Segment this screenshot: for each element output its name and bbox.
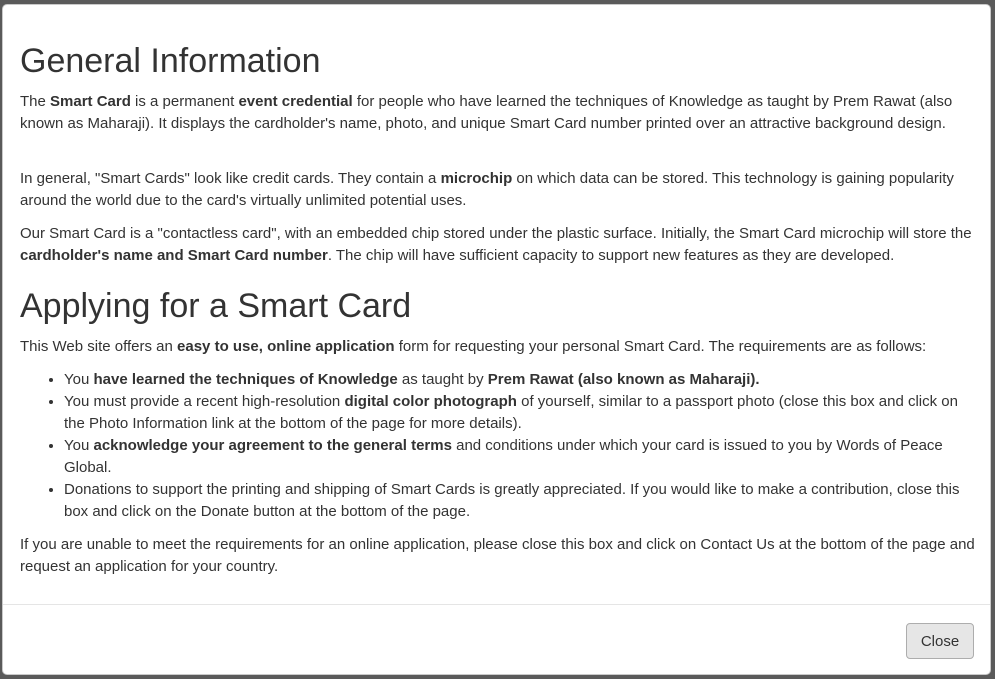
- smart-card-info-dialog: [2, 4, 991, 675]
- requirement-photograph: • You must provide a recent high-resolution digital color photograph of yourself, similar to a passport photo (close this box and click on the Photo Information link at the bottom of the page for more details).: [64, 391, 975, 435]
- smart-card-intro-paragraph: The Smart Card is a permanent event credential for people who have learned the techniques of Knowledge as taught by Prem Rawat (also known as Maharaji). It displays the cardholder's name, photo, and unique Smart Card number printed over an attractive background design.: [20, 93, 953, 132]
- requirement-donations: • Donations to support the printing and shipping of Smart Cards is greatly appreciated. If you would like to make a contribution, close this box and click on the Donate button at the bottom of the page.: [64, 479, 975, 523]
- close-button[interactable]: Close: [906, 623, 974, 659]
- application-intro-paragraph: This Web site offers an easy to use, online application form for requesting your personal Smart Card. The requirements are as follows:: [20, 338, 927, 355]
- contact-us-paragraph: If you are unable to meet the requirements for an online application, please close this box and click on Contact Us at the bottom of the page and request an application for your country.: [20, 536, 975, 575]
- footer-divider: [3, 604, 990, 605]
- requirement-knowledge: • You have learned the techniques of Knowledge as taught by Prem Rawat (also known as Maharaji).: [64, 369, 975, 391]
- requirement-terms: • You acknowledge your agreement to the general terms and conditions under which your card is issued to you by Words of Peace Global.: [64, 435, 975, 479]
- smart-card-microchip-paragraph: In general, "Smart Cards" look like credit cards. They contain a microchip on which data can be stored. This technology is gaining popularity around the world due to the card's virtually unlimited potential uses.: [20, 170, 954, 209]
- requirements-list: [20, 369, 975, 523]
- applying-heading: Applying for a Smart Card: [20, 287, 412, 325]
- contactless-card-paragraph: Our Smart Card is a "contactless card", with an embedded chip stored under the plastic surface. Initially, the Smart Card microchip will store the cardholder's name and Smart Card number. The chip will have sufficient capacity to support new features as they are developed.: [20, 225, 972, 264]
- general-information-heading: General Information: [20, 42, 321, 80]
